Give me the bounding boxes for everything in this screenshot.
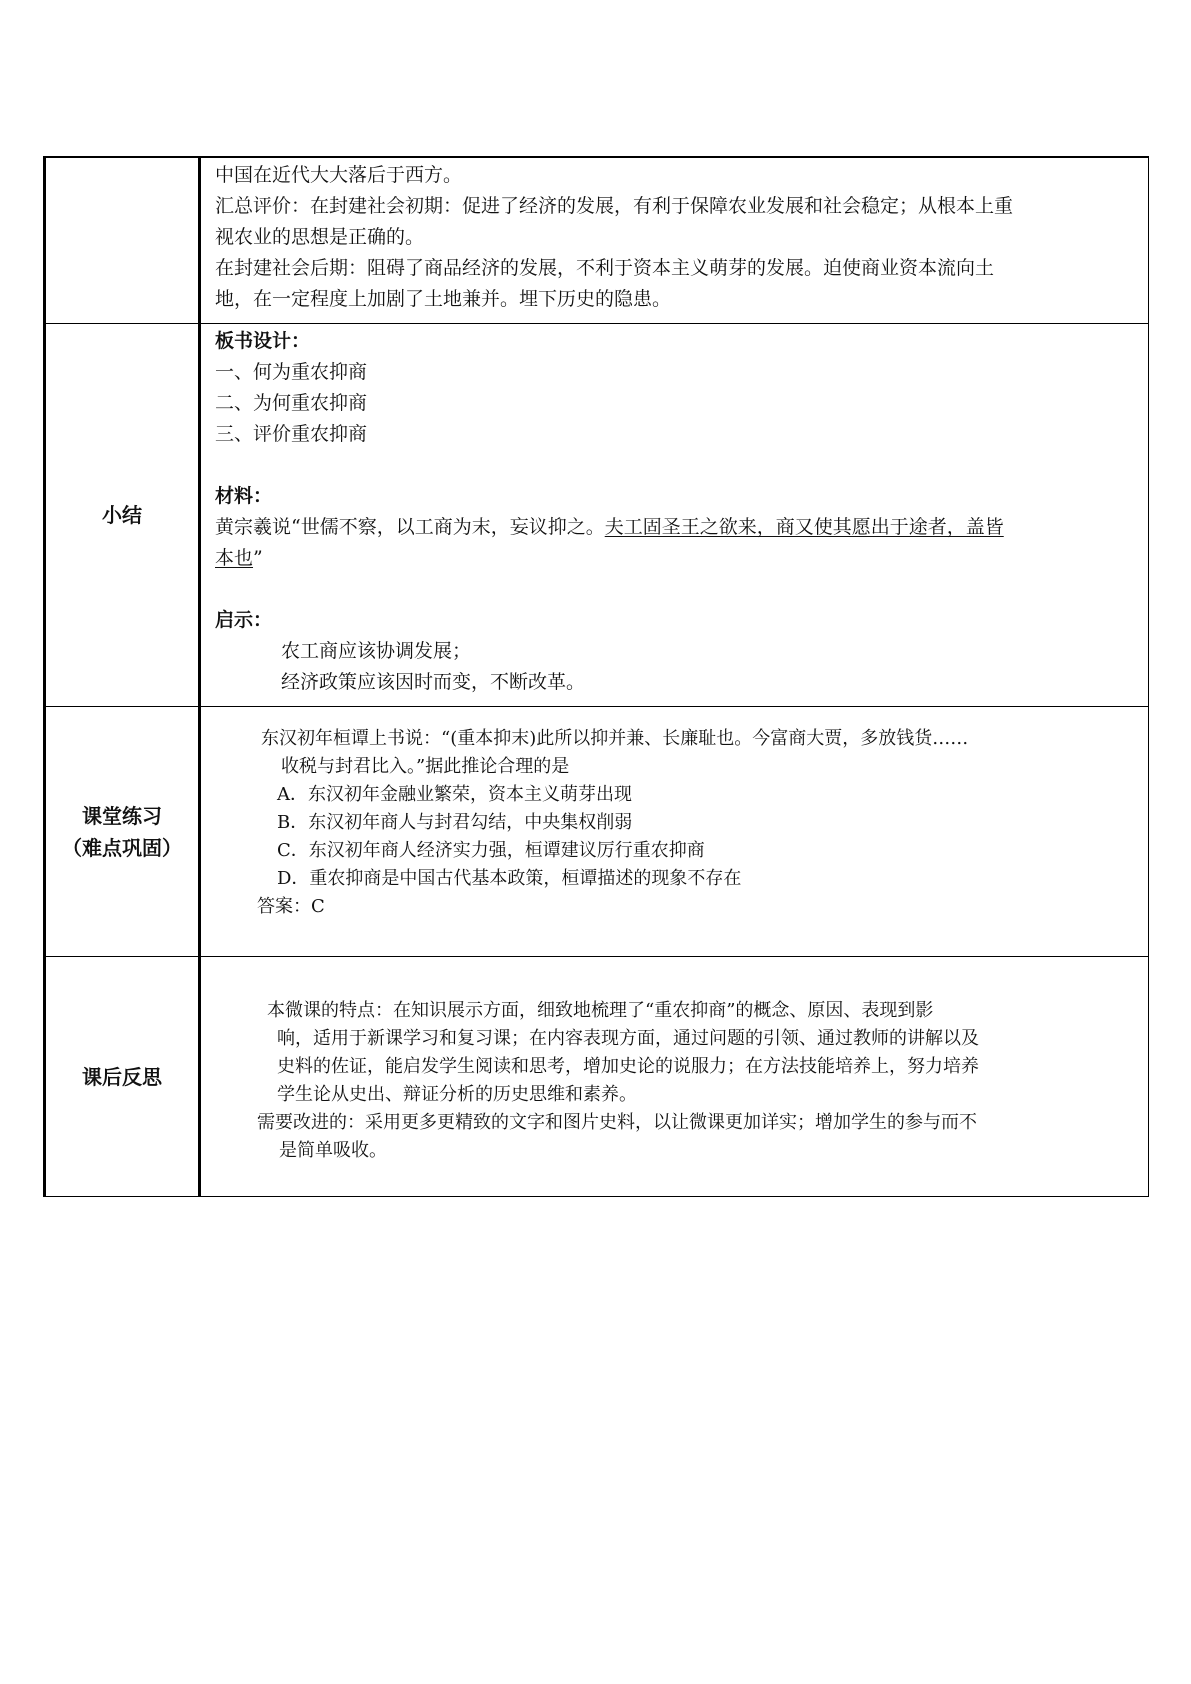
material-underlined: 夫工固圣王之欲来，商又使其愿出于途者，盖皆 — [604, 516, 1004, 538]
practice-label-line1: 课堂练习 — [82, 803, 162, 828]
material-end: ” — [253, 547, 263, 569]
board-item: 三、评价重农抑商 — [215, 423, 368, 445]
question-line: 东汉初年桓谭上书说：“(重本抑末)此所以抑并兼、长廉耻也。今富商大贾，多放钱货…… — [261, 728, 969, 749]
material-text-cont — [215, 543, 1138, 574]
question-line: 收税与封君比入。”据此推论合理的是 — [281, 756, 570, 777]
text-line: 地，在一定程度上加剧了土地兼并。埋下历史的隐患。 — [215, 288, 672, 310]
summary-cell — [200, 324, 1149, 707]
reflection-line: 本微课的特点：在知识展示方面，细致地梳理了“重农抑商”的概念、原因、表现到影 — [267, 1000, 934, 1021]
text-line: 视农业的思想是正确的。 — [215, 226, 425, 248]
insight-item: 农工商应该协调发展； — [281, 640, 472, 662]
continuation-cell — [200, 157, 1149, 324]
reflection-line: 学生论从史出、辩证分析的历史思维和素养。 — [277, 1084, 637, 1105]
reflection-line: 需要改进的：采用更多更精致的文字和图片史料，以让微课更加详实；增加学生的参与而不 — [257, 1112, 977, 1133]
text-line: 中国在近代大大落后于西方。 — [215, 164, 463, 186]
option-d: D．重农抑商是中国古代基本政策，桓谭描述的现象不存在 — [277, 868, 742, 889]
board-item: 二、为何重农抑商 — [215, 392, 368, 414]
row-continuation — [45, 157, 1149, 324]
row-summary — [45, 324, 1149, 707]
board-design-title: 板书设计： — [215, 330, 311, 352]
practice-cell — [200, 707, 1149, 957]
row-practice — [45, 707, 1149, 957]
material-plain: 黄宗羲说“世儒不察，以工商为末，妄议抑之。 — [215, 516, 605, 538]
reflection-cell — [200, 957, 1149, 1197]
material-text — [215, 512, 1138, 543]
summary-label: 小结 — [45, 324, 200, 707]
row-reflection — [45, 957, 1149, 1197]
lesson-plan-table — [43, 156, 1149, 1197]
answer: 答案：C — [257, 896, 325, 917]
material-underlined: 本也 — [215, 547, 254, 569]
text-line: 在封建社会后期：阻碍了商品经济的发展，不利于资本主义萌芽的发展。迫使商业资本流向土 — [215, 257, 995, 279]
reflection-label: 课后反思 — [45, 957, 200, 1197]
insight-title: 启示： — [215, 609, 273, 631]
text-line: 汇总评价：在封建社会初期：促进了经济的发展，有利于保障农业发展和社会稳定；从根本上重 — [215, 195, 1014, 217]
insight-item: 经济政策应该因时而变，不断改革。 — [281, 671, 586, 693]
practice-label-line2: （难点巩固） — [62, 835, 182, 860]
reflection-line: 是简单吸收。 — [279, 1140, 387, 1161]
option-c: C．东汉初年商人经济实力强，桓谭建议厉行重农抑商 — [277, 840, 705, 861]
material-title: 材料： — [215, 485, 273, 507]
empty-label-cell — [45, 157, 200, 324]
practice-label — [45, 707, 200, 957]
board-item: 一、何为重农抑商 — [215, 361, 368, 383]
reflection-line: 响，适用于新课学习和复习课；在内容表现方面，通过问题的引领、通过教师的讲解以及 — [277, 1028, 979, 1049]
reflection-line: 史料的佐证，能启发学生阅读和思考，增加史论的说服力；在方法技能培养上，努力培养 — [277, 1056, 979, 1077]
option-b: B．东汉初年商人与封君勾结，中央集权削弱 — [277, 812, 633, 833]
option-a: A．东汉初年金融业繁荣，资本主义萌芽出现 — [277, 784, 632, 805]
